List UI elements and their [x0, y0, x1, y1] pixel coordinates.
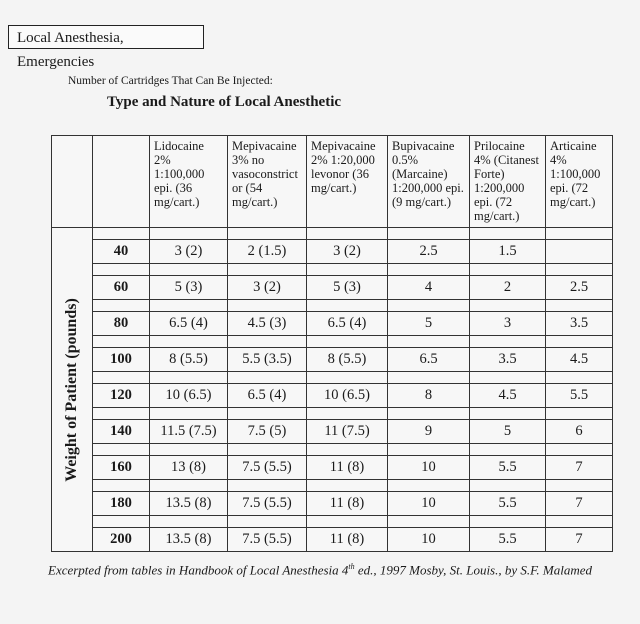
spacer-cell [307, 372, 388, 384]
dose-cell: 5 (3) [307, 276, 388, 300]
spacer-cell [150, 264, 228, 276]
dose-cell: 5.5 [546, 384, 613, 408]
spacer-cell [150, 480, 228, 492]
table-row [52, 384, 613, 408]
section-title-box: Local Anesthesia, Emergencies [8, 25, 204, 49]
dose-cell: 4 [388, 276, 470, 300]
spacer-cell [93, 228, 150, 240]
dose-cell: 10 (6.5) [307, 384, 388, 408]
dose-cell: 7 [546, 456, 613, 480]
table-row [52, 240, 613, 264]
spacer-cell [228, 372, 307, 384]
spacer-cell [307, 444, 388, 456]
axis-cell [52, 136, 93, 228]
dose-cell: 5 [470, 420, 546, 444]
spacer-cell [93, 372, 150, 384]
spacer-cell [93, 408, 150, 420]
spacer-cell [150, 372, 228, 384]
spacer-cell [93, 336, 150, 348]
spacer-cell [470, 408, 546, 420]
spacer-cell [307, 480, 388, 492]
subtitle: Number of Cartridges That Can Be Injected: [68, 75, 273, 87]
dose-cell: 8 [388, 384, 470, 408]
dose-cell: 7 [546, 492, 613, 516]
table-row [52, 276, 613, 300]
dose-cell: 4.5 [470, 384, 546, 408]
spacer-cell [388, 264, 470, 276]
caption-text: Excerpted from tables in Handbook of Local Anesthesia 4 [48, 562, 349, 578]
column-header: Lidocaine 2% 1:100,000 epi. (36 mg/cart.) [150, 136, 228, 228]
dose-cell: 10 (6.5) [150, 384, 228, 408]
dose-cell: 13 (8) [150, 456, 228, 480]
dose-cell: 3.5 [546, 312, 613, 336]
spacer-cell [150, 300, 228, 312]
column-header: Mepivacaine 2% 1:20,000 levonor (36 mg/cart.) [307, 136, 388, 228]
column-header: Bupivacaine 0.5% (Marcaine) 1:200,000 epi. (9 mg/cart.) [388, 136, 470, 228]
spacer-cell [93, 444, 150, 456]
weight-cell: 60 [93, 276, 150, 300]
spacer-cell [546, 408, 613, 420]
spacer-cell [307, 336, 388, 348]
spacer-cell [93, 264, 150, 276]
dose-cell: 6.5 (4) [150, 312, 228, 336]
column-header: Prilocaine 4% (Citanest Forte) 1:200,000 epi. (72 mg/cart.) [470, 136, 546, 228]
dose-cell: 10 [388, 492, 470, 516]
spacer-cell [150, 408, 228, 420]
dose-cell: 7.5 (5.5) [228, 528, 307, 552]
spacer-cell [388, 300, 470, 312]
spacer-cell [388, 336, 470, 348]
table-row [52, 348, 613, 372]
dose-cell: 5 [388, 312, 470, 336]
spacer-row [52, 228, 613, 240]
dose-cell: 3 (2) [150, 240, 228, 264]
dose-cell: 7.5 (5) [228, 420, 307, 444]
dose-cell: 1.5 [470, 240, 546, 264]
axis-label: Weight of Patient (pounds) [63, 297, 80, 482]
spacer-cell [388, 516, 470, 528]
dose-cell: 8 (5.5) [307, 348, 388, 372]
spacer-cell [470, 264, 546, 276]
dose-cell: 11 (8) [307, 456, 388, 480]
dose-cell: 3 [470, 312, 546, 336]
spacer-cell [307, 300, 388, 312]
spacer-cell [228, 228, 307, 240]
spacer-cell [150, 336, 228, 348]
spacer-cell [546, 336, 613, 348]
weight-header-cell [93, 136, 150, 228]
table-row [52, 420, 613, 444]
dose-cell: 9 [388, 420, 470, 444]
dose-cell: 4.5 (3) [228, 312, 307, 336]
anesthetic-dosage-table [51, 135, 613, 552]
spacer-cell [228, 516, 307, 528]
spacer-row [52, 516, 613, 528]
spacer-cell [470, 228, 546, 240]
spacer-cell [150, 228, 228, 240]
table-title: Type and Nature of Local Anesthetic [107, 94, 342, 110]
spacer-row [52, 336, 613, 348]
dose-cell: 5.5 [470, 456, 546, 480]
spacer-cell [470, 516, 546, 528]
spacer-cell [228, 264, 307, 276]
spacer-cell [388, 372, 470, 384]
spacer-cell [546, 372, 613, 384]
table-row [52, 456, 613, 480]
weight-cell: 140 [93, 420, 150, 444]
table-row [52, 312, 613, 336]
spacer-cell [470, 480, 546, 492]
spacer-cell [546, 516, 613, 528]
spacer-cell [150, 444, 228, 456]
dose-cell: 7.5 (5.5) [228, 456, 307, 480]
spacer-cell [307, 408, 388, 420]
dose-cell: 2.5 [388, 240, 470, 264]
spacer-cell [470, 336, 546, 348]
weight-cell: 40 [93, 240, 150, 264]
weight-cell: 180 [93, 492, 150, 516]
spacer-cell [228, 300, 307, 312]
spacer-cell [546, 300, 613, 312]
spacer-cell [546, 480, 613, 492]
dose-cell: 6.5 (4) [307, 312, 388, 336]
dose-cell: 3.5 [470, 348, 546, 372]
source-caption [0, 562, 640, 578]
spacer-cell [307, 228, 388, 240]
dose-cell: 2.5 [546, 276, 613, 300]
spacer-cell [93, 516, 150, 528]
dose-cell: 6.5 [388, 348, 470, 372]
dose-cell: 3 (2) [307, 240, 388, 264]
dose-cell: 13.5 (8) [150, 492, 228, 516]
dose-cell: 2 (1.5) [228, 240, 307, 264]
spacer-row [52, 264, 613, 276]
dose-cell: 4.5 [546, 348, 613, 372]
weight-cell: 200 [93, 528, 150, 552]
spacer-cell [388, 228, 470, 240]
dose-cell: 11.5 (7.5) [150, 420, 228, 444]
dose-cell: 10 [388, 456, 470, 480]
spacer-cell [150, 516, 228, 528]
dose-cell: 7 [546, 528, 613, 552]
spacer-cell [388, 408, 470, 420]
spacer-row [52, 480, 613, 492]
weight-cell: 160 [93, 456, 150, 480]
caption-sup: th [348, 562, 355, 571]
spacer-cell [388, 444, 470, 456]
weight-cell: 120 [93, 384, 150, 408]
dose-cell: 5.5 [470, 528, 546, 552]
column-header: Mepivacaine 3% no vasoconstrict or (54 mg/cart.) [228, 136, 307, 228]
axis-label-cell [52, 228, 93, 552]
spacer-cell [228, 480, 307, 492]
spacer-cell [546, 228, 613, 240]
spacer-row [52, 444, 613, 456]
dose-cell: 13.5 (8) [150, 528, 228, 552]
spacer-cell [307, 516, 388, 528]
spacer-row [52, 300, 613, 312]
dose-cell: 2 [470, 276, 546, 300]
spacer-cell [93, 300, 150, 312]
spacer-row [52, 408, 613, 420]
table-row [52, 492, 613, 516]
spacer-row [52, 372, 613, 384]
dose-cell: 8 (5.5) [150, 348, 228, 372]
dose-cell: 11 (8) [307, 492, 388, 516]
dose-cell: 11 (7.5) [307, 420, 388, 444]
spacer-cell [307, 264, 388, 276]
dose-cell: 3 (2) [228, 276, 307, 300]
spacer-cell [228, 336, 307, 348]
spacer-cell [228, 444, 307, 456]
dose-cell: 11 (8) [307, 528, 388, 552]
dose-cell: 5.5 (3.5) [228, 348, 307, 372]
spacer-cell [228, 408, 307, 420]
dose-cell: 7.5 (5.5) [228, 492, 307, 516]
spacer-cell [470, 444, 546, 456]
dose-cell: 10 [388, 528, 470, 552]
weight-cell: 80 [93, 312, 150, 336]
dose-cell [546, 240, 613, 264]
dose-cell: 5.5 [470, 492, 546, 516]
header-row [52, 136, 613, 228]
spacer-cell [470, 372, 546, 384]
spacer-cell [546, 444, 613, 456]
weight-cell: 100 [93, 348, 150, 372]
caption-text-end: ed., 1997 Mosby, St. Louis., by S.F. Malamed [354, 562, 592, 578]
spacer-cell [93, 480, 150, 492]
spacer-cell [546, 264, 613, 276]
column-header: Articaine 4% 1:100,000 epi. (72 mg/cart.) [546, 136, 613, 228]
dose-cell: 6 [546, 420, 613, 444]
dose-cell: 6.5 (4) [228, 384, 307, 408]
table-row [52, 528, 613, 552]
dose-cell: 5 (3) [150, 276, 228, 300]
spacer-cell [388, 480, 470, 492]
spacer-cell [470, 300, 546, 312]
